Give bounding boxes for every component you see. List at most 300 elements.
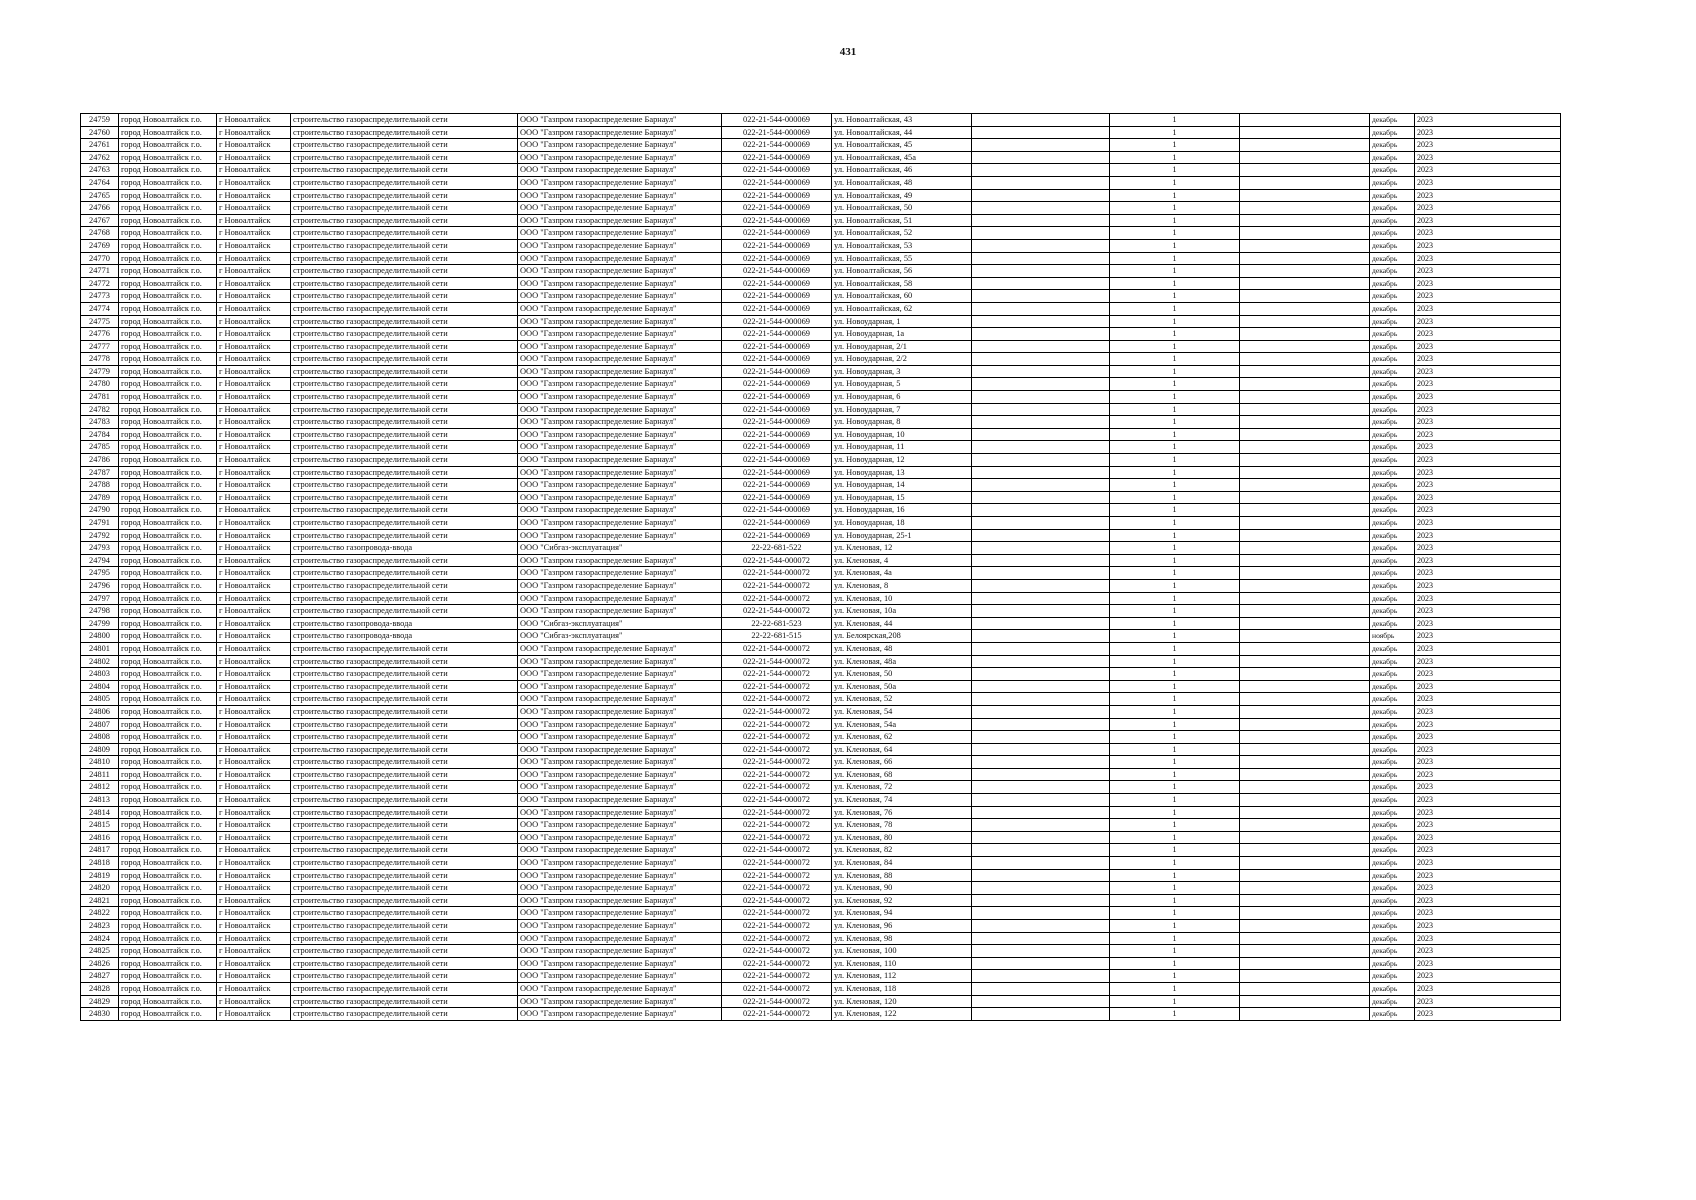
quantity-cell: 1 — [1110, 290, 1240, 303]
work-type-cell: строительство газораспределительной сети — [291, 428, 518, 441]
year-cell: 2023 — [1415, 882, 1561, 895]
quantity-cell: 1 — [1110, 466, 1240, 479]
work-type-cell: строительство газораспределительной сети — [291, 328, 518, 341]
work-type-cell: строительство газораспределительной сети — [291, 668, 518, 681]
empty-cell — [1240, 403, 1370, 416]
municipality-cell: город Новоалтайск г.о. — [119, 529, 217, 542]
registry-id-cell: 022-21-544-000069 — [722, 328, 832, 341]
work-type-cell: строительство газораспределительной сети — [291, 1008, 518, 1021]
month-cell: декабрь — [1370, 970, 1415, 983]
organization-cell: ООО "Газпром газораспределение Барнаул" — [518, 353, 722, 366]
year-cell: 2023 — [1415, 302, 1561, 315]
table-row — [81, 982, 1561, 995]
table-row — [81, 857, 1561, 870]
address-cell: ул. Кленовая, 88 — [832, 869, 972, 882]
registry-id-cell: 22-22-681-515 — [722, 630, 832, 643]
month-cell: декабрь — [1370, 529, 1415, 542]
year-cell: 2023 — [1415, 579, 1561, 592]
municipality-cell: город Новоалтайск г.о. — [119, 579, 217, 592]
quantity-cell: 1 — [1110, 806, 1240, 819]
organization-cell: ООО "Газпром газораспределение Барнаул" — [518, 1008, 722, 1021]
empty-cell — [1240, 592, 1370, 605]
address-cell: ул. Новоударная, 15 — [832, 491, 972, 504]
table-row — [81, 655, 1561, 668]
locality-cell: г Новоалтайск — [217, 265, 291, 278]
year-cell: 2023 — [1415, 491, 1561, 504]
quantity-cell: 1 — [1110, 353, 1240, 366]
table-row — [81, 806, 1561, 819]
address-cell: ул. Кленовая, 80 — [832, 831, 972, 844]
address-cell: ул. Кленовая, 48 — [832, 642, 972, 655]
work-type-cell: строительство газопровода-ввода — [291, 542, 518, 555]
empty-cell — [972, 642, 1110, 655]
address-cell: ул. Кленовая, 84 — [832, 857, 972, 870]
quantity-cell: 1 — [1110, 844, 1240, 857]
month-cell: декабрь — [1370, 945, 1415, 958]
year-cell: 2023 — [1415, 605, 1561, 618]
organization-cell: ООО "Газпром газораспределение Барнаул" — [518, 189, 722, 202]
locality-cell: г Новоалтайск — [217, 529, 291, 542]
month-cell: декабрь — [1370, 995, 1415, 1008]
address-cell: ул. Новоударная, 1а — [832, 328, 972, 341]
row-number-cell: 24824 — [81, 932, 119, 945]
table-row — [81, 454, 1561, 467]
table-row — [81, 781, 1561, 794]
table-row — [81, 277, 1561, 290]
municipality-cell: город Новоалтайск г.о. — [119, 391, 217, 404]
register-body — [81, 114, 1561, 1021]
address-cell: ул. Новоалтайская, 46 — [832, 164, 972, 177]
month-cell: декабрь — [1370, 579, 1415, 592]
empty-cell — [1240, 605, 1370, 618]
address-cell: ул. Новоударная, 2/1 — [832, 340, 972, 353]
municipality-cell: город Новоалтайск г.о. — [119, 718, 217, 731]
table-row — [81, 239, 1561, 252]
organization-cell: ООО "Газпром газораспределение Барнаул" — [518, 391, 722, 404]
table-row — [81, 831, 1561, 844]
organization-cell: ООО "Газпром газораспределение Барнаул" — [518, 378, 722, 391]
row-number-cell: 24759 — [81, 114, 119, 127]
locality-cell: г Новоалтайск — [217, 819, 291, 832]
year-cell: 2023 — [1415, 907, 1561, 920]
registry-id-cell: 022-21-544-000072 — [722, 831, 832, 844]
organization-cell: ООО "Газпром газораспределение Барнаул" — [518, 202, 722, 215]
municipality-cell: город Новоалтайск г.о. — [119, 768, 217, 781]
empty-cell — [972, 743, 1110, 756]
table-row — [81, 705, 1561, 718]
year-cell: 2023 — [1415, 328, 1561, 341]
table-row — [81, 252, 1561, 265]
row-number-cell: 24810 — [81, 756, 119, 769]
locality-cell: г Новоалтайск — [217, 718, 291, 731]
table-row — [81, 731, 1561, 744]
registry-id-cell: 022-21-544-000069 — [722, 391, 832, 404]
empty-cell — [1240, 907, 1370, 920]
row-number-cell: 24806 — [81, 705, 119, 718]
locality-cell: г Новоалтайск — [217, 957, 291, 970]
empty-cell — [972, 819, 1110, 832]
address-cell: ул. Кленовая, 66 — [832, 756, 972, 769]
address-cell: ул. Новоалтайская, 55 — [832, 252, 972, 265]
municipality-cell: город Новоалтайск г.о. — [119, 479, 217, 492]
address-cell: ул. Новоалтайская, 58 — [832, 277, 972, 290]
row-number-cell: 24827 — [81, 970, 119, 983]
table-row — [81, 945, 1561, 958]
year-cell: 2023 — [1415, 995, 1561, 1008]
municipality-cell: город Новоалтайск г.о. — [119, 617, 217, 630]
address-cell: ул. Новоударная, 25-1 — [832, 529, 972, 542]
registry-id-cell: 022-21-544-000069 — [722, 353, 832, 366]
work-type-cell: строительство газораспределительной сети — [291, 403, 518, 416]
locality-cell: г Новоалтайск — [217, 731, 291, 744]
empty-cell — [1240, 869, 1370, 882]
year-cell: 2023 — [1415, 114, 1561, 127]
work-type-cell: строительство газораспределительной сети — [291, 151, 518, 164]
work-type-cell: строительство газораспределительной сети — [291, 756, 518, 769]
month-cell: декабрь — [1370, 731, 1415, 744]
empty-cell — [1240, 857, 1370, 870]
locality-cell: г Новоалтайск — [217, 680, 291, 693]
registry-id-cell: 022-21-544-000072 — [722, 567, 832, 580]
locality-cell: г Новоалтайск — [217, 479, 291, 492]
empty-cell — [1240, 630, 1370, 643]
work-type-cell: строительство газораспределительной сети — [291, 794, 518, 807]
month-cell: декабрь — [1370, 605, 1415, 618]
month-cell: декабрь — [1370, 265, 1415, 278]
year-cell: 2023 — [1415, 441, 1561, 454]
work-type-cell: строительство газораспределительной сети — [291, 882, 518, 895]
quantity-cell: 1 — [1110, 995, 1240, 1008]
address-cell: ул. Кленовая, 96 — [832, 920, 972, 933]
empty-cell — [972, 391, 1110, 404]
month-cell: декабрь — [1370, 139, 1415, 152]
empty-cell — [972, 844, 1110, 857]
quantity-cell: 1 — [1110, 252, 1240, 265]
empty-cell — [972, 630, 1110, 643]
organization-cell: ООО "Газпром газораспределение Барнаул" — [518, 504, 722, 517]
work-type-cell: строительство газораспределительной сети — [291, 819, 518, 832]
address-cell: ул. Кленовая, 94 — [832, 907, 972, 920]
table-row — [81, 290, 1561, 303]
row-number-cell: 24812 — [81, 781, 119, 794]
year-cell: 2023 — [1415, 265, 1561, 278]
address-cell: ул. Новоударная, 7 — [832, 403, 972, 416]
quantity-cell: 1 — [1110, 416, 1240, 429]
locality-cell: г Новоалтайск — [217, 567, 291, 580]
row-number-cell: 24828 — [81, 982, 119, 995]
registry-id-cell: 022-21-544-000072 — [722, 945, 832, 958]
work-type-cell: строительство газораспределительной сети — [291, 479, 518, 492]
quantity-cell: 1 — [1110, 277, 1240, 290]
table-row — [81, 605, 1561, 618]
year-cell: 2023 — [1415, 542, 1561, 555]
month-cell: декабрь — [1370, 756, 1415, 769]
work-type-cell: строительство газораспределительной сети — [291, 176, 518, 189]
empty-cell — [972, 1008, 1110, 1021]
organization-cell: ООО "Газпром газораспределение Барнаул" — [518, 139, 722, 152]
month-cell: декабрь — [1370, 114, 1415, 127]
empty-cell — [1240, 794, 1370, 807]
empty-cell — [972, 151, 1110, 164]
table-row — [81, 743, 1561, 756]
table-row — [81, 542, 1561, 555]
work-type-cell: строительство газораспределительной сети — [291, 227, 518, 240]
table-row — [81, 114, 1561, 127]
locality-cell: г Новоалтайск — [217, 794, 291, 807]
row-number-cell: 24826 — [81, 957, 119, 970]
work-type-cell: строительство газораспределительной сети — [291, 957, 518, 970]
empty-cell — [972, 920, 1110, 933]
municipality-cell: город Новоалтайск г.о. — [119, 693, 217, 706]
month-cell: декабрь — [1370, 466, 1415, 479]
empty-cell — [1240, 517, 1370, 530]
registry-id-cell: 022-21-544-000072 — [722, 693, 832, 706]
month-cell: декабрь — [1370, 655, 1415, 668]
month-cell: декабрь — [1370, 768, 1415, 781]
quantity-cell: 1 — [1110, 655, 1240, 668]
address-cell: ул. Кленовая, 122 — [832, 1008, 972, 1021]
registry-id-cell: 022-21-544-000069 — [722, 214, 832, 227]
empty-cell — [1240, 995, 1370, 1008]
registry-id-cell: 022-21-544-000072 — [722, 655, 832, 668]
address-cell: ул. Новоударная, 10 — [832, 428, 972, 441]
row-number-cell: 24830 — [81, 1008, 119, 1021]
empty-cell — [972, 605, 1110, 618]
address-cell: ул. Кленовая, 54 — [832, 705, 972, 718]
quantity-cell: 1 — [1110, 731, 1240, 744]
quantity-cell: 1 — [1110, 378, 1240, 391]
organization-cell: ООО "Газпром газораспределение Барнаул" — [518, 743, 722, 756]
row-number-cell: 24766 — [81, 202, 119, 215]
quantity-cell: 1 — [1110, 605, 1240, 618]
month-cell: декабрь — [1370, 315, 1415, 328]
address-cell: ул. Кленовая, 12 — [832, 542, 972, 555]
locality-cell: г Новоалтайск — [217, 882, 291, 895]
empty-cell — [972, 995, 1110, 1008]
registry-id-cell: 022-21-544-000072 — [722, 642, 832, 655]
empty-cell — [1240, 315, 1370, 328]
table-row — [81, 957, 1561, 970]
empty-cell — [972, 176, 1110, 189]
year-cell: 2023 — [1415, 982, 1561, 995]
table-row — [81, 630, 1561, 643]
table-row — [81, 794, 1561, 807]
year-cell: 2023 — [1415, 844, 1561, 857]
empty-cell — [1240, 164, 1370, 177]
row-number-cell: 24811 — [81, 768, 119, 781]
municipality-cell: город Новоалтайск г.о. — [119, 441, 217, 454]
registry-id-cell: 022-21-544-000072 — [722, 768, 832, 781]
organization-cell: ООО "Газпром газораспределение Барнаул" — [518, 403, 722, 416]
address-cell: ул. Новоалтайская, 53 — [832, 239, 972, 252]
address-cell: ул. Новоударная, 14 — [832, 479, 972, 492]
quantity-cell: 1 — [1110, 1008, 1240, 1021]
address-cell: ул. Кленовая, 50 — [832, 668, 972, 681]
table-row — [81, 894, 1561, 907]
year-cell: 2023 — [1415, 945, 1561, 958]
year-cell: 2023 — [1415, 794, 1561, 807]
row-number-cell: 24773 — [81, 290, 119, 303]
table-row — [81, 176, 1561, 189]
empty-cell — [1240, 265, 1370, 278]
quantity-cell: 1 — [1110, 567, 1240, 580]
month-cell: декабрь — [1370, 403, 1415, 416]
table-row — [81, 504, 1561, 517]
work-type-cell: строительство газораспределительной сети — [291, 920, 518, 933]
work-type-cell: строительство газораспределительной сети — [291, 567, 518, 580]
address-cell: ул. Новоалтайская, 49 — [832, 189, 972, 202]
table-row — [81, 340, 1561, 353]
work-type-cell: строительство газораспределительной сети — [291, 126, 518, 139]
empty-cell — [972, 479, 1110, 492]
registry-id-cell: 022-21-544-000069 — [722, 403, 832, 416]
locality-cell: г Новоалтайск — [217, 227, 291, 240]
row-number-cell: 24804 — [81, 680, 119, 693]
row-number-cell: 24790 — [81, 504, 119, 517]
row-number-cell: 24796 — [81, 579, 119, 592]
address-cell: ул. Кленовая, 62 — [832, 731, 972, 744]
municipality-cell: город Новоалтайск г.о. — [119, 819, 217, 832]
organization-cell: ООО "Газпром газораспределение Барнаул" — [518, 718, 722, 731]
municipality-cell: город Новоалтайск г.о. — [119, 365, 217, 378]
month-cell: декабрь — [1370, 252, 1415, 265]
month-cell: декабрь — [1370, 982, 1415, 995]
empty-cell — [972, 718, 1110, 731]
row-number-cell: 24816 — [81, 831, 119, 844]
table-row — [81, 428, 1561, 441]
empty-cell — [1240, 655, 1370, 668]
organization-cell: ООО "Газпром газораспределение Барнаул" — [518, 428, 722, 441]
table-row — [81, 680, 1561, 693]
row-number-cell: 24788 — [81, 479, 119, 492]
municipality-cell: город Новоалтайск г.о. — [119, 605, 217, 618]
registry-id-cell: 022-21-544-000072 — [722, 756, 832, 769]
quantity-cell: 1 — [1110, 857, 1240, 870]
work-type-cell: строительство газораспределительной сети — [291, 265, 518, 278]
municipality-cell: город Новоалтайск г.о. — [119, 164, 217, 177]
municipality-cell: город Новоалтайск г.о. — [119, 542, 217, 555]
empty-cell — [972, 315, 1110, 328]
quantity-cell: 1 — [1110, 114, 1240, 127]
row-number-cell: 24782 — [81, 403, 119, 416]
empty-cell — [1240, 176, 1370, 189]
month-cell: декабрь — [1370, 567, 1415, 580]
empty-cell — [1240, 668, 1370, 681]
empty-cell — [1240, 819, 1370, 832]
locality-cell: г Новоалтайск — [217, 315, 291, 328]
year-cell: 2023 — [1415, 1008, 1561, 1021]
row-number-cell: 24783 — [81, 416, 119, 429]
registry-id-cell: 022-21-544-000069 — [722, 315, 832, 328]
empty-cell — [972, 252, 1110, 265]
empty-cell — [1240, 567, 1370, 580]
address-cell: ул. Новоударная, 12 — [832, 454, 972, 467]
municipality-cell: город Новоалтайск г.о. — [119, 302, 217, 315]
registry-id-cell: 022-21-544-000069 — [722, 302, 832, 315]
locality-cell: г Новоалтайск — [217, 869, 291, 882]
address-cell: ул. Новоударная, 6 — [832, 391, 972, 404]
month-cell: декабрь — [1370, 705, 1415, 718]
empty-cell — [1240, 642, 1370, 655]
work-type-cell: строительство газораспределительной сети — [291, 995, 518, 1008]
registry-id-cell: 022-21-544-000069 — [722, 378, 832, 391]
year-cell: 2023 — [1415, 693, 1561, 706]
registry-id-cell: 22-22-681-523 — [722, 617, 832, 630]
empty-cell — [972, 982, 1110, 995]
organization-cell: ООО "Газпром газораспределение Барнаул" — [518, 970, 722, 983]
month-cell: ноябрь — [1370, 630, 1415, 643]
empty-cell — [972, 970, 1110, 983]
organization-cell: ООО "Газпром газораспределение Барнаул" — [518, 831, 722, 844]
organization-cell: ООО "Газпром газораспределение Барнаул" — [518, 869, 722, 882]
address-cell: ул. Кленовая, 44 — [832, 617, 972, 630]
month-cell: декабрь — [1370, 668, 1415, 681]
work-type-cell: строительство газораспределительной сети — [291, 391, 518, 404]
month-cell: декабрь — [1370, 920, 1415, 933]
row-number-cell: 24823 — [81, 920, 119, 933]
year-cell: 2023 — [1415, 554, 1561, 567]
work-type-cell: строительство газораспределительной сети — [291, 114, 518, 127]
address-cell: ул. Кленовая, 112 — [832, 970, 972, 983]
organization-cell: ООО "Газпром газораспределение Барнаул" — [518, 945, 722, 958]
month-cell: декабрь — [1370, 290, 1415, 303]
empty-cell — [1240, 466, 1370, 479]
registry-id-cell: 022-21-544-000069 — [722, 441, 832, 454]
empty-cell — [1240, 114, 1370, 127]
address-cell: ул. Новоалтайская, 45а — [832, 151, 972, 164]
month-cell: декабрь — [1370, 718, 1415, 731]
quantity-cell: 1 — [1110, 441, 1240, 454]
table-row — [81, 819, 1561, 832]
organization-cell: ООО "Газпром газораспределение Барнаул" — [518, 680, 722, 693]
work-type-cell: строительство газораспределительной сети — [291, 781, 518, 794]
row-number-cell: 24801 — [81, 642, 119, 655]
table-row — [81, 907, 1561, 920]
municipality-cell: город Новоалтайск г.о. — [119, 857, 217, 870]
row-number-cell: 24809 — [81, 743, 119, 756]
work-type-cell: строительство газораспределительной сети — [291, 529, 518, 542]
month-cell: декабрь — [1370, 151, 1415, 164]
empty-cell — [972, 365, 1110, 378]
address-cell: ул. Новоалтайская, 52 — [832, 227, 972, 240]
registry-id-cell: 022-21-544-000072 — [722, 957, 832, 970]
year-cell: 2023 — [1415, 139, 1561, 152]
organization-cell: ООО "Газпром газораспределение Барнаул" — [518, 731, 722, 744]
empty-cell — [1240, 1008, 1370, 1021]
work-type-cell: строительство газораспределительной сети — [291, 894, 518, 907]
registry-id-cell: 022-21-544-000072 — [722, 894, 832, 907]
organization-cell: ООО "Газпром газораспределение Барнаул" — [518, 151, 722, 164]
registry-id-cell: 022-21-544-000072 — [722, 605, 832, 618]
address-cell: ул. Кленовая, 92 — [832, 894, 972, 907]
registry-id-cell: 022-21-544-000069 — [722, 454, 832, 467]
year-cell: 2023 — [1415, 214, 1561, 227]
empty-cell — [1240, 252, 1370, 265]
quantity-cell: 1 — [1110, 579, 1240, 592]
address-cell: ул. Новоударная, 5 — [832, 378, 972, 391]
row-number-cell: 24770 — [81, 252, 119, 265]
table-row — [81, 756, 1561, 769]
organization-cell: ООО "Газпром газораспределение Барнаул" — [518, 214, 722, 227]
empty-cell — [1240, 239, 1370, 252]
empty-cell — [1240, 365, 1370, 378]
registry-id-cell: 022-21-544-000069 — [722, 428, 832, 441]
table-row — [81, 227, 1561, 240]
address-cell: ул. Новоалтайская, 43 — [832, 114, 972, 127]
registry-id-cell: 022-21-544-000069 — [722, 504, 832, 517]
empty-cell — [1240, 151, 1370, 164]
registry-id-cell: 022-21-544-000072 — [722, 668, 832, 681]
